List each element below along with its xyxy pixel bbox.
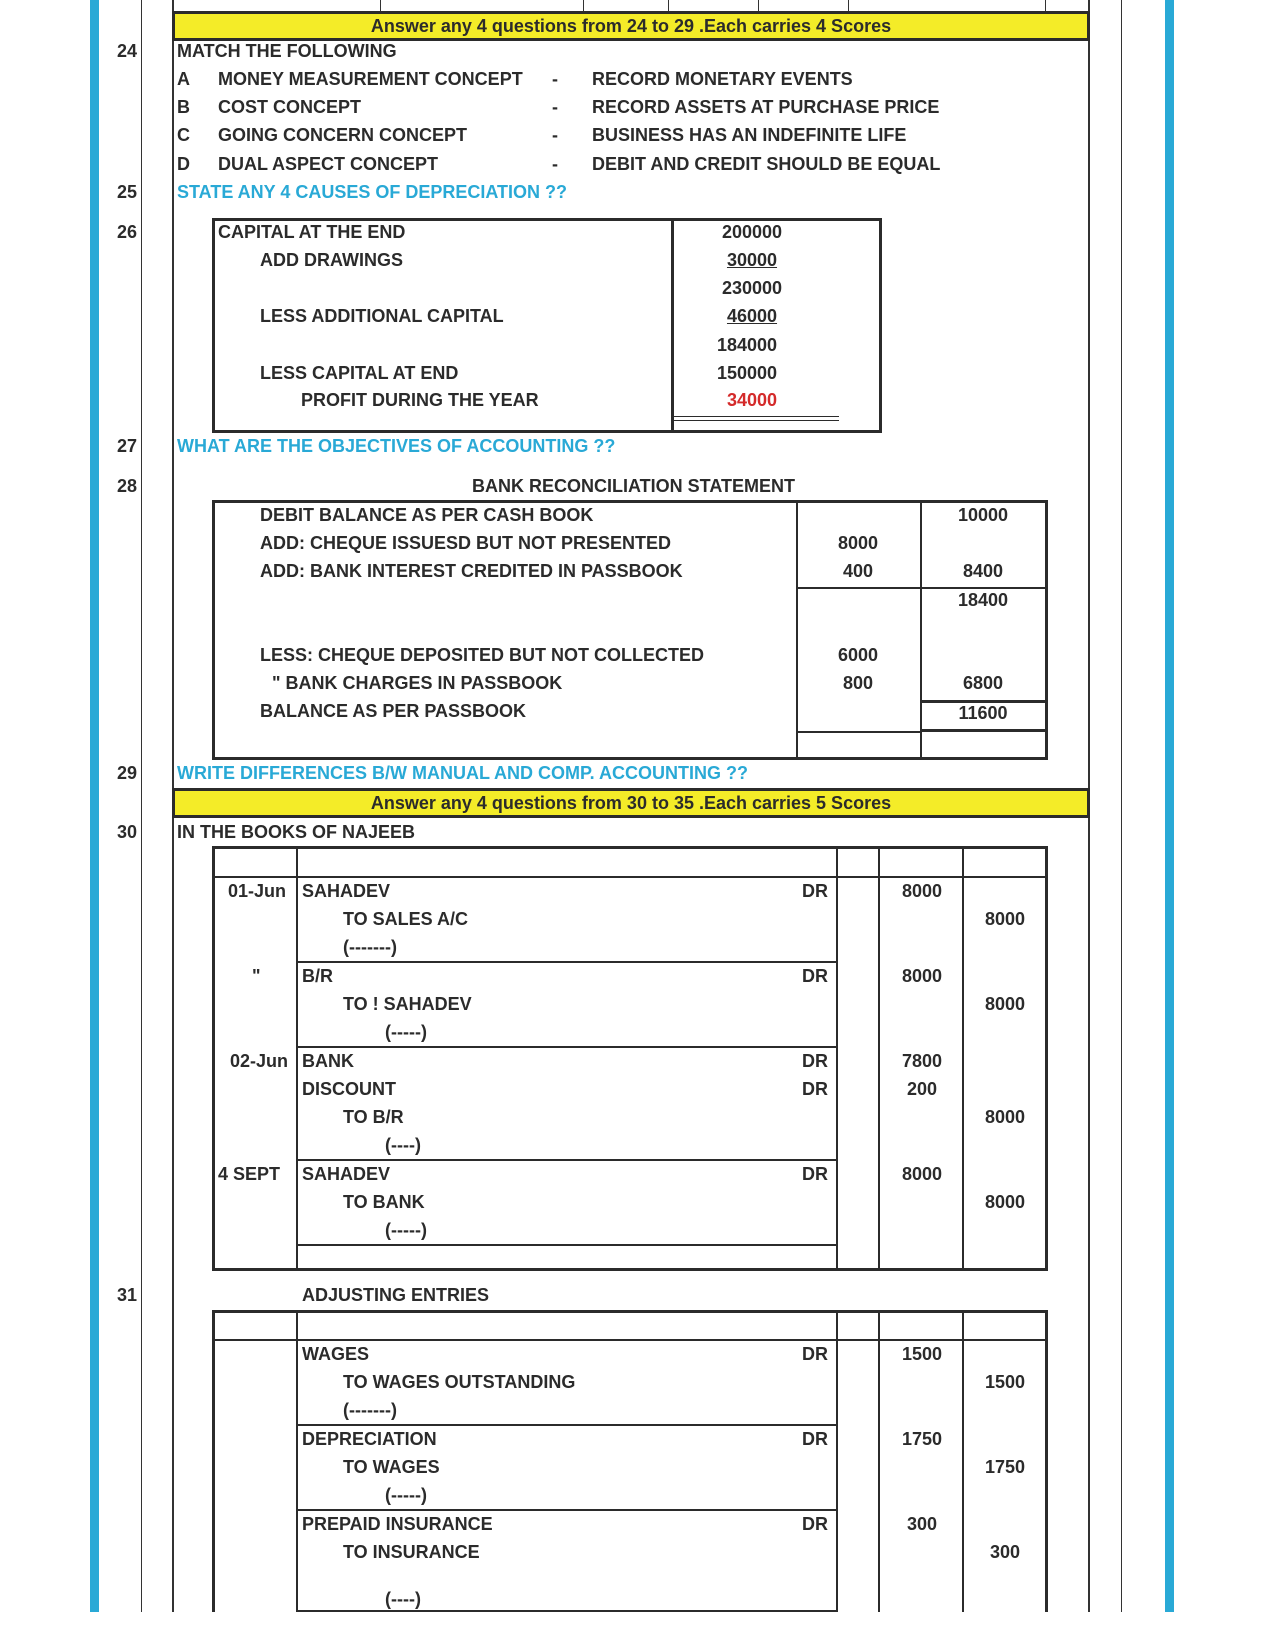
debit-amount: 8000 (901, 881, 943, 901)
match-letter: D (177, 154, 190, 174)
question-title: MATCH THE FOLLOWING (177, 41, 397, 61)
match-dash: - (552, 97, 558, 117)
dr-label: DR (802, 881, 828, 901)
brs-line: " BANK CHARGES IN PASSBOOK (272, 673, 563, 693)
match-dash: - (552, 125, 558, 145)
question-number: 29 (117, 763, 138, 783)
statement-value: 150000 (716, 363, 778, 383)
match-answer: RECORD MONETARY EVENTS (592, 69, 853, 89)
question-title: ADJUSTING ENTRIES (302, 1285, 490, 1305)
entry-date: " (252, 966, 261, 986)
profit-value: 34000 (726, 390, 778, 410)
divider (1045, 1310, 1048, 1612)
statement-line: PROFIT DURING THE YEAR (301, 390, 539, 410)
brs-title: BANK RECONCILIATION STATEMENT (472, 476, 795, 496)
question-title: IN THE BOOKS OF NAJEEB (177, 822, 416, 842)
brs-line: BALANCE AS PER PASSBOOK (260, 701, 527, 721)
divider (212, 1339, 1048, 1341)
match-letter: A (177, 69, 190, 89)
divider (796, 587, 1048, 589)
brs-amount: 800 (842, 673, 874, 693)
question-number: 30 (117, 822, 138, 842)
statement-value: 200000 (721, 222, 783, 242)
debit-amount: 1750 (901, 1429, 943, 1449)
brs-total: 8400 (962, 561, 1004, 581)
grid-line (1121, 0, 1122, 1612)
statement-line: ADD DRAWINGS (260, 250, 403, 270)
dr-label: DR (802, 1344, 828, 1364)
grid-line (141, 0, 142, 1612)
divider (296, 1610, 838, 1612)
divider (296, 1509, 838, 1511)
statement-value: 184000 (716, 335, 778, 355)
credit-amount: 8000 (984, 1107, 1026, 1127)
question-number: 28 (117, 476, 138, 496)
question-number: 26 (117, 222, 138, 242)
dr-label: DR (802, 1051, 828, 1071)
dr-label: DR (802, 1079, 828, 1099)
credit-amount: 1500 (984, 1372, 1026, 1392)
divider (296, 846, 298, 1271)
divider (296, 1424, 838, 1426)
dr-label: DR (802, 966, 828, 986)
statement-value: 30000 (726, 250, 778, 270)
brs-line: DEBIT BALANCE AS PER CASH BOOK (260, 505, 594, 525)
divider (920, 729, 1048, 732)
divider (296, 1046, 838, 1048)
entry-text: DEPRECIATION (302, 1429, 437, 1449)
entry-text: (-------) (343, 937, 397, 957)
match-answer: DEBIT AND CREDIT SHOULD BE EQUAL (592, 154, 941, 174)
brs-line: LESS: CHEQUE DEPOSITED BUT NOT COLLECTED (260, 645, 705, 665)
entry-text: (----) (385, 1135, 421, 1155)
question-number: 27 (117, 436, 138, 456)
match-letter: C (177, 125, 190, 145)
question-text: STATE ANY 4 CAUSES OF DEPRECIATION ?? (177, 182, 568, 202)
debit-amount: 7800 (901, 1051, 943, 1071)
divider (671, 218, 674, 433)
brs-total: 18400 (957, 590, 1009, 610)
debit-amount: 200 (906, 1079, 938, 1099)
entry-text: TO B/R (343, 1107, 404, 1127)
brs-total: 6800 (962, 673, 1004, 693)
credit-amount: 300 (989, 1542, 1021, 1562)
credit-amount: 1750 (984, 1457, 1026, 1477)
credit-amount: 8000 (984, 909, 1026, 929)
entry-text: DISCOUNT (302, 1079, 396, 1099)
dr-label: DR (802, 1514, 828, 1534)
left-blue-bar (90, 0, 99, 1612)
divider (296, 1310, 298, 1612)
divider (296, 1244, 838, 1246)
brs-line: ADD: CHEQUE ISSUESD BUT NOT PRESENTED (260, 533, 672, 553)
match-answer: BUSINESS HAS AN INDEFINITE LIFE (592, 125, 907, 145)
divider (796, 731, 920, 733)
divider (296, 961, 838, 963)
brs-total: 10000 (957, 505, 1009, 525)
divider (212, 1310, 1048, 1313)
entry-text: TO WAGES (343, 1457, 440, 1477)
brs-total: 11600 (958, 703, 1008, 723)
entry-text: TO INSURANCE (343, 1542, 480, 1562)
statement-line: LESS ADDITIONAL CAPITAL (260, 306, 504, 326)
entry-text: B/R (302, 966, 333, 986)
statement-value: 230000 (721, 278, 783, 298)
entry-text: SAHADEV (302, 1164, 391, 1184)
divider (878, 846, 880, 1271)
entry-text: TO WAGES OUTSTANDING (343, 1372, 576, 1392)
match-concept: COST CONCEPT (218, 97, 362, 117)
entry-text: WAGES (302, 1344, 370, 1364)
statement-line: CAPITAL AT THE END (218, 222, 406, 242)
brs-amount: 8000 (837, 533, 879, 553)
divider (836, 1310, 838, 1612)
right-blue-bar (1165, 0, 1174, 1612)
question-text: WRITE DIFFERENCES B/W MANUAL AND COMP. ACCOUNTING ?? (177, 763, 748, 783)
entry-date: 02-Jun (230, 1051, 289, 1071)
dr-label: DR (802, 1429, 828, 1449)
double-underline (674, 420, 839, 421)
divider (212, 1310, 215, 1612)
entry-text: (-----) (385, 1220, 427, 1240)
entry-text: (-----) (385, 1485, 427, 1505)
debit-amount: 8000 (901, 1164, 943, 1184)
brs-amount: 6000 (837, 645, 879, 665)
instruction-banner: Answer any 4 questions from 24 to 29 .Each carries 4 Scores (172, 11, 1090, 41)
match-dash: - (552, 154, 558, 174)
match-concept: GOING CONCERN CONCEPT (218, 125, 468, 145)
entry-date: 4 SEPT (218, 1164, 281, 1184)
match-dash: - (552, 69, 558, 89)
entry-text: BANK (302, 1051, 354, 1071)
credit-amount: 8000 (984, 1192, 1026, 1212)
question-text: WHAT ARE THE OBJECTIVES OF ACCOUNTING ?? (177, 436, 616, 456)
match-concept: DUAL ASPECT CONCEPT (218, 154, 439, 174)
entry-text: (----) (385, 1589, 421, 1609)
match-answer: RECORD ASSETS AT PURCHASE PRICE (592, 97, 940, 117)
divider (296, 1159, 838, 1161)
question-number: 24 (117, 41, 138, 61)
divider (796, 500, 798, 760)
brs-line: ADD: BANK INTEREST CREDITED IN PASSBOOK (260, 561, 683, 581)
brs-amount: 400 (842, 561, 874, 581)
dr-label: DR (802, 1164, 828, 1184)
entry-text: TO ! SAHADEV (343, 994, 472, 1014)
credit-amount: 8000 (984, 994, 1026, 1014)
statement-value: 46000 (726, 306, 778, 326)
match-concept: MONEY MEASUREMENT CONCEPT (218, 69, 523, 89)
entry-text: (-------) (343, 1400, 397, 1420)
divider (836, 846, 838, 1271)
divider (878, 1310, 880, 1612)
debit-amount: 1500 (901, 1344, 943, 1364)
divider (962, 1310, 964, 1612)
divider (212, 876, 1048, 878)
debit-amount: 300 (906, 1514, 938, 1534)
entry-text: PREPAID INSURANCE (302, 1514, 493, 1534)
question-number: 25 (117, 182, 138, 202)
divider (962, 846, 964, 1271)
match-letter: B (177, 97, 190, 117)
statement-line: LESS CAPITAL AT END (260, 363, 459, 383)
divider (920, 500, 922, 760)
debit-amount: 8000 (901, 966, 943, 986)
double-underline (674, 416, 839, 417)
instruction-banner: Answer any 4 questions from 30 to 35 .Each carries 5 Scores (172, 788, 1090, 818)
entry-text: SAHADEV (302, 881, 391, 901)
entry-text: TO BANK (343, 1192, 425, 1212)
entry-text: (-----) (385, 1022, 427, 1042)
entry-date: 01-Jun (228, 881, 287, 901)
question-number: 31 (117, 1285, 138, 1305)
entry-text: TO SALES A/C (343, 909, 469, 929)
